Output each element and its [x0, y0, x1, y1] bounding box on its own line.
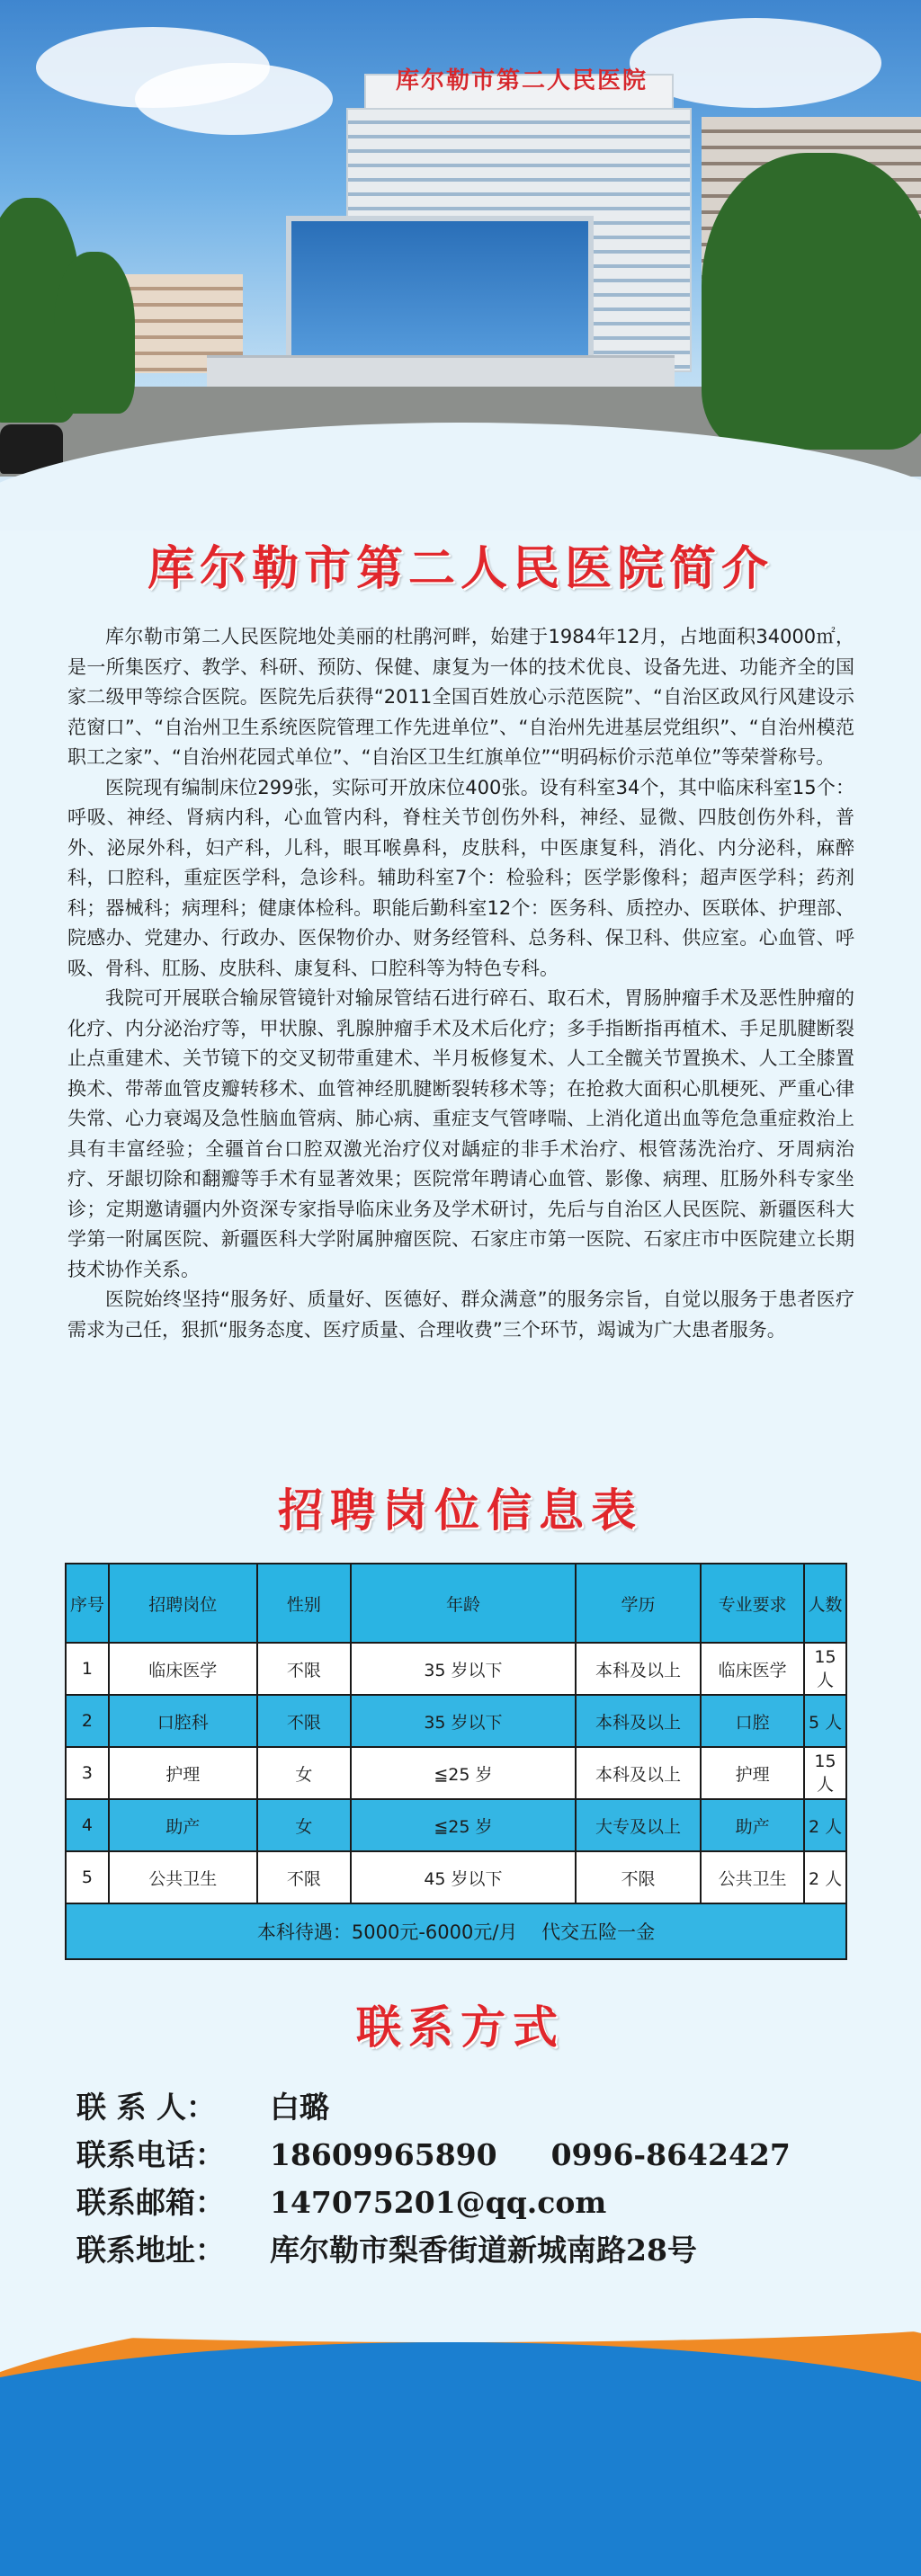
- contact-address-label: 联系地址：: [76, 2233, 225, 2268]
- contact-phone-row: [76, 2132, 886, 2179]
- hospital-photo: [0, 0, 921, 530]
- header-cell: 专业要求: [701, 1564, 804, 1643]
- cloud: [135, 63, 333, 135]
- table-header-row: [66, 1564, 846, 1643]
- table-cell: 5 人: [804, 1695, 846, 1747]
- table-cell: 护理: [701, 1747, 804, 1799]
- table-cell: 公共卫生: [109, 1851, 257, 1903]
- table-cell: 2: [66, 1695, 109, 1747]
- table-cell: 女: [257, 1799, 352, 1851]
- header-cell: 序号: [66, 1564, 109, 1643]
- contact-email[interactable]: 147075201@qq.com: [270, 2185, 607, 2220]
- building-sign: 库尔勒市第二人民医院: [395, 67, 648, 94]
- table-cell: 45 岁以下: [351, 1851, 575, 1903]
- table-row: [66, 1799, 846, 1851]
- contact-address: 库尔勒市梨香街道新城南路28号: [270, 2233, 697, 2268]
- contact-person: 白璐: [270, 2090, 329, 2125]
- table-cell: ≦25 岁: [351, 1747, 575, 1799]
- contact-address-row: [76, 2227, 886, 2275]
- table-cell: 1: [66, 1643, 109, 1695]
- contact-title: 联系方式: [356, 2001, 565, 2054]
- table-row: [66, 1695, 846, 1747]
- table-cell: 本科及以上: [576, 1643, 702, 1695]
- table-cell: 公共卫生: [701, 1851, 804, 1903]
- contact-email-row: [76, 2179, 886, 2227]
- table-cell: 35 岁以下: [351, 1695, 575, 1747]
- intro-paragraph: 医院始终坚持“服务好、质量好、医德好、群众满意”的服务宗旨，自觉以服务于患者医疗需求为己任，狠抓“服务态度、医疗质量、合理收费”三个环节，竭诚为广大患者服务。: [67, 1288, 854, 1341]
- table-cell: 15 人: [804, 1747, 846, 1799]
- table-cell: 不限: [257, 1851, 352, 1903]
- table-cell: 4: [66, 1799, 109, 1851]
- table-cell: 本科及以上: [576, 1747, 702, 1799]
- table-cell: 不限: [257, 1695, 352, 1747]
- table-cell: 口腔科: [109, 1695, 257, 1747]
- table-cell: 女: [257, 1747, 352, 1799]
- table-row: [66, 1747, 846, 1799]
- contact-person-row: [76, 2084, 886, 2132]
- table-row: [66, 1851, 846, 1903]
- header-cell: 年龄: [351, 1564, 575, 1643]
- contact-block: [76, 2084, 886, 2275]
- contact-email-label: 联系邮箱：: [76, 2185, 225, 2220]
- table-cell: ≦25 岁: [351, 1799, 575, 1851]
- table-cell: 35 岁以下: [351, 1643, 575, 1695]
- header-cell: 性别: [257, 1564, 352, 1643]
- table-cell: 本科及以上: [576, 1695, 702, 1747]
- table-cell: 不限: [576, 1851, 702, 1903]
- tree: [54, 252, 135, 414]
- table-cell: 临床医学: [701, 1643, 804, 1695]
- table-cell: 不限: [257, 1643, 352, 1695]
- table-cell: 助产: [701, 1799, 804, 1851]
- bottom-blue-wave: [0, 2342, 921, 2576]
- table-cell: 大专及以上: [576, 1799, 702, 1851]
- table-cell: 2 人: [804, 1799, 846, 1851]
- table-cell: 5: [66, 1851, 109, 1903]
- recruitment-title: 招聘岗位信息表: [278, 1484, 643, 1537]
- table-cell: 临床医学: [109, 1643, 257, 1695]
- table-footer-row: [66, 1903, 846, 1959]
- intro-paragraph: 医院现有编制床位299张，实际可开放床位400张。设有科室34个，其中临床科室15个：呼吸、神经、肾病内科，心血管内科，脊柱关节创伤外科，神经、显微、四肢创伤外科，普外、泌尿外科，妇产科，儿科，眼耳喉鼻科，皮肤科，中医康复科，消化、内分泌科，麻醉科，口腔科，重症医学科，急诊科。辅助科室7个：检验科；医学影像科；超声医学科；药剂科；器械科；病理科；健康体检科。职能后勤科室12个：医务科、质控办、医联体、护理部、院感办、党建办、行政办、医保物价办、财务经管科、总务科、保卫科、供应室。心血管、呼吸、骨科、肛肠、皮肤科、康复科、口腔科等为特色专科。: [67, 776, 854, 979]
- contact-mobile[interactable]: 18609965890: [270, 2137, 497, 2172]
- header-cell: 招聘岗位: [109, 1564, 257, 1643]
- intro-title: 库尔勒市第二人民医院简介: [147, 541, 773, 596]
- salary-note: 本科待遇：5000元-6000元/月 代交五险一金: [66, 1903, 846, 1959]
- tree: [702, 153, 921, 450]
- table-cell: 口腔: [701, 1695, 804, 1747]
- recruitment-table: [65, 1563, 847, 1960]
- contact-person-label: 联 系 人：: [76, 2090, 216, 2125]
- intro-paragraph: 库尔勒市第二人民医院地处美丽的杜鹃河畔，始建于1984年12月，占地面积34000㎡，是一所集医疗、教学、科研、预防、保健、康复为一体的技术优良、设备先进、功能齐全的国家二级甲等综合医院。医院先后获得“2011全国百姓放心示范医院”、“自治区政风行风建设示范窗口”、“自治州卫生系统医院管理工作先进单位”、“自治州先进基层党组织”、“自治州模范职工之家”、“自治州花园式单位”、“自治区卫生红旗单位”“明码标价示范单位”等荣誉称号。: [67, 626, 854, 768]
- header-cell: 人数: [804, 1564, 846, 1643]
- table-cell: 护理: [109, 1747, 257, 1799]
- intro-text: [67, 622, 854, 1345]
- table-cell: 助产: [109, 1799, 257, 1851]
- table-cell: 3: [66, 1747, 109, 1799]
- contact-phone-label: 联系电话：: [76, 2137, 225, 2172]
- table-row: [66, 1643, 846, 1695]
- table-cell: 2 人: [804, 1851, 846, 1903]
- table-cell: 15 人: [804, 1643, 846, 1695]
- header-cell: 学历: [576, 1564, 702, 1643]
- contact-landline[interactable]: 0996-8642427: [550, 2137, 791, 2172]
- bottom-white-wave: [0, 2288, 921, 2342]
- intro-paragraph: 我院可开展联合输尿管镜针对输尿管结石进行碎石、取石术，胃肠肿瘤手术及恶性肿瘤的化疗、内分泌治疗等，甲状腺、乳腺肿瘤手术及术后化疗；多手指断指再植术、手足肌腱断裂止点重建术、关节镜下的交叉韧带重建术、半月板修复术、人工全髋关节置换术、人工全膝置换术、带蒂血管皮瓣转移术、血管神经肌腱断裂转移术等；在抢救大面积心肌梗死、严重心律失常、心力衰竭及急性脑血管病、肺心病、重症支气管哮喘、上消化道出血等危急重症救治上具有丰富经验；全疆首台口腔双激光治疗仪对龋症的非手术治疗、根管荡洗治疗、牙周病治疗、牙龈切除和翻瓣等手术有显著效果；医院常年聘请心血管、影像、病理、肛肠外科专家坐诊；定期邀请疆内外资深专家指导临床业务及学术研讨，先后与自治区人民医院、新疆医科大学第一附属医院、新疆医科大学附属肿瘤医院、石家庄市第一医院、石家庄市中医院建立长期技术协作关系。: [67, 987, 854, 1280]
